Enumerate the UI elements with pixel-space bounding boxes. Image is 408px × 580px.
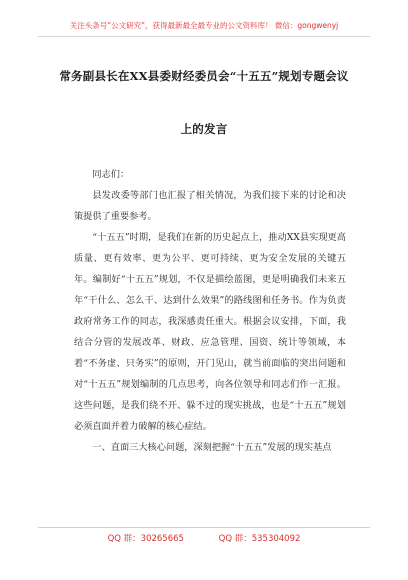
footer-qq-group-1: QQ 群：30265665 [107,534,184,544]
body-paragraph: “十五五”时期，是我们在新的历史起点上，推动XX县实现更高质量、更有效率、更为公平、更可持续、更为安全发展的关键五年。编制好“十五五”规划，不仅是描绘蓝图，更是明确我们未来五年“干什么、怎么干、达到什么效果”的路线图和任务书。作为负责政府常务工作的同志，我深感责任重大。根据会议安排，下面，我结合分管的发展改革、财政、应急管理、国资、统计等领域，本着“不务虚、只务实”的原则，开门见山，就当前面临的突出问题和对“十五五”规划编制的几点思考，向各位领导和同志们作一汇报。这些问题，是我们绕不开、躲不过的现实挑战，也是“十五五”规划必须直面并着力破解的核心症结。 [74,232,346,432]
footer-contacts [0,532,408,544]
document-body [74,164,346,458]
header-promo-note: 关注头条号“公文研究”，获得最新最全最专业的公文资料库！ 微信：gongwenyj [69,21,339,30]
document-title-line-1: 常务副县长在XX县委财经委员会“十五五”规划专题会议 [59,69,349,83]
salutation-paragraph: 同志们： [92,169,130,180]
header-divider [38,36,370,37]
document-title-line-2: 上的发言 [180,122,228,136]
footer-qq-group-2: QQ 群：535304092 [218,534,301,544]
body-paragraph: 县发改委等部门也汇报了相关情况，为我们接下来的讨论和决策提供了重要参考。 [74,190,346,222]
section-heading-paragraph: 一、直面三大核心问题，深刻把握“十五五”发展的现实基点 [92,442,332,453]
footer-divider [38,527,370,528]
